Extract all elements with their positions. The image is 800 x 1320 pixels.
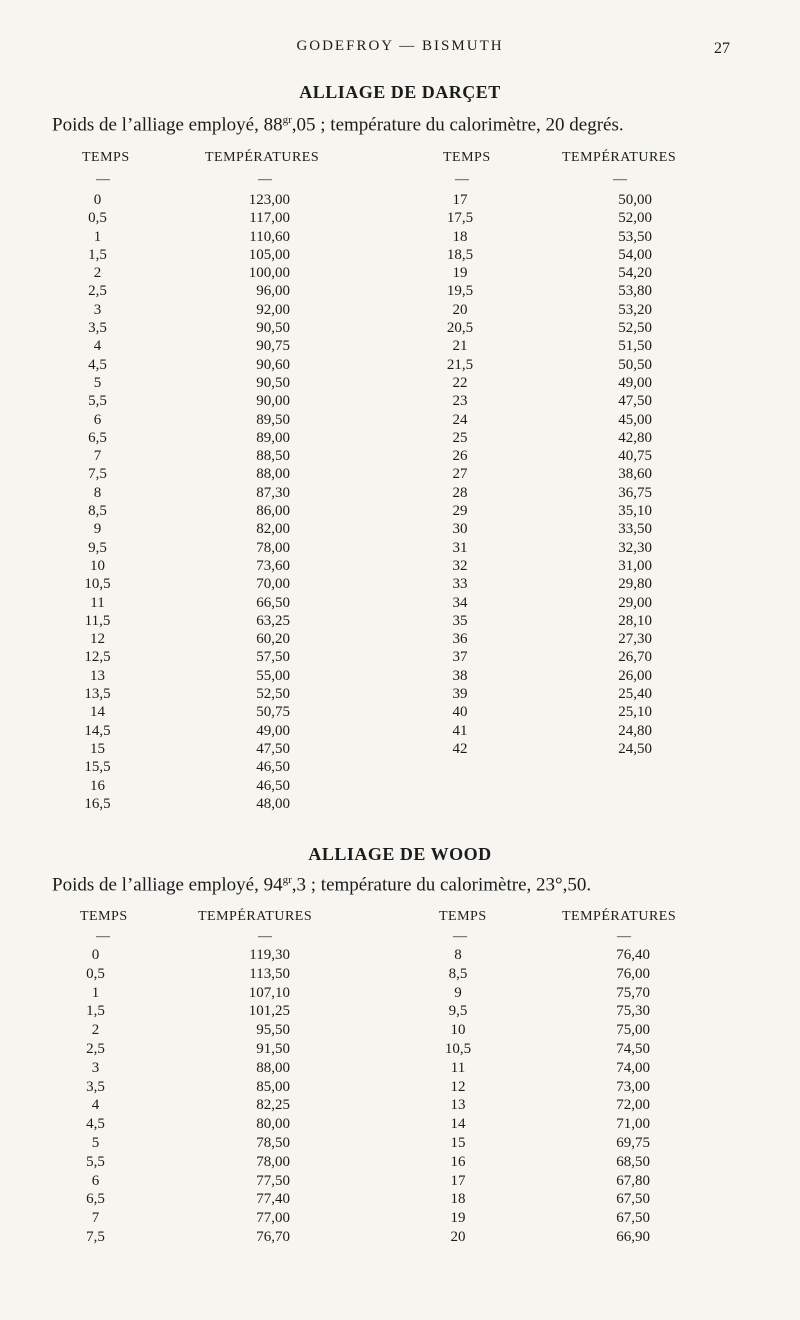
wood-table-row xyxy=(0,985,800,1004)
temperature-cell: 36,75 xyxy=(618,484,652,501)
temperature-cell: 117,00 xyxy=(249,210,290,227)
time-cell: 14 xyxy=(90,704,105,721)
darcet-header-temp-2: TEMPÉRATURES xyxy=(562,150,677,165)
temperature-cell: 53,50 xyxy=(618,228,652,245)
darcet-table-row xyxy=(0,521,800,539)
time-cell: 1,5 xyxy=(88,246,107,263)
darcet-title: ALLIAGE DE DARÇET xyxy=(299,82,501,102)
time-cell: 32 xyxy=(452,557,468,574)
temperature-cell: 107,10 xyxy=(248,984,290,1001)
time-cell: 6,5 xyxy=(86,1191,105,1208)
temperature-cell: 77,40 xyxy=(256,1191,290,1208)
temperature-cell: 76,40 xyxy=(616,947,650,963)
darcet-table-row xyxy=(0,448,800,466)
time-cell: 0 xyxy=(91,947,100,963)
wood-table-row xyxy=(0,1210,800,1229)
darcet-table-row xyxy=(0,704,800,722)
temperature-cell: 90,60 xyxy=(256,356,290,373)
temperature-cell: 74,00 xyxy=(616,1059,650,1076)
temperature-cell: 90,50 xyxy=(256,320,290,337)
darcet-table-row xyxy=(0,503,800,521)
temperature-cell: 52,50 xyxy=(256,686,290,703)
time-cell: 24 xyxy=(452,411,468,428)
temperature-cell: 50,00 xyxy=(618,192,652,208)
darcet-table-row xyxy=(0,430,800,448)
temperature-cell: 48,00 xyxy=(256,795,290,812)
wood-table-row xyxy=(0,1079,800,1098)
temperature-cell: 46,50 xyxy=(256,759,290,776)
time-cell: 13,5 xyxy=(84,686,111,703)
wood-table-row xyxy=(0,947,800,966)
darcet-table-row xyxy=(0,412,800,430)
time-cell: 19 xyxy=(450,1210,466,1227)
temperature-cell: 82,00 xyxy=(256,521,290,538)
time-cell: 5,5 xyxy=(88,393,107,410)
darcet-table-row xyxy=(0,540,800,558)
temperature-cell: 69,75 xyxy=(616,1134,650,1151)
temperature-cell: 75,70 xyxy=(616,984,650,1001)
temperature-cell: 77,50 xyxy=(256,1172,290,1189)
time-cell: 4,5 xyxy=(86,1116,105,1133)
temperature-cell: 51,50 xyxy=(618,338,652,355)
time-cell: 2 xyxy=(93,265,102,282)
temperature-cell: 80,00 xyxy=(256,1116,290,1133)
time-cell: 18,5 xyxy=(446,246,474,263)
darcet-table-row xyxy=(0,723,800,741)
time-cell: 0,5 xyxy=(86,965,105,982)
temperature-cell: 82,25 xyxy=(256,1097,290,1114)
temperature-cell: 90,75 xyxy=(256,338,290,355)
temperature-cell: 78,50 xyxy=(256,1134,290,1151)
time-cell: 1 xyxy=(91,984,100,1001)
temperature-cell: 75,30 xyxy=(616,1003,650,1020)
temperature-cell: 24,50 xyxy=(618,740,652,757)
temperature-cell: 67,80 xyxy=(616,1172,650,1189)
temperature-cell: 31,00 xyxy=(618,557,652,574)
temperature-cell: 100,00 xyxy=(248,265,290,282)
wood-table-row xyxy=(0,1041,800,1060)
time-cell: 18 xyxy=(452,228,468,245)
temperature-cell: 49,00 xyxy=(256,722,290,739)
temperature-cell: 47,50 xyxy=(256,740,290,757)
wood-table-row xyxy=(0,1022,800,1041)
wood-table-row xyxy=(0,1229,800,1248)
wood-table-row xyxy=(0,1097,800,1116)
temperature-cell: 53,80 xyxy=(618,283,652,300)
temperature-cell: 90,00 xyxy=(256,393,290,410)
time-cell: 7 xyxy=(91,1210,100,1227)
temperature-cell: 71,00 xyxy=(616,1116,650,1133)
time-cell: 9,5 xyxy=(88,539,107,556)
darcet-table-row xyxy=(0,631,800,649)
darcet-table-row xyxy=(0,576,800,594)
time-cell: 14,5 xyxy=(84,722,111,739)
temperature-cell: 40,75 xyxy=(618,448,652,465)
temperature-cell: 26,00 xyxy=(618,667,652,684)
temperature-cell: 89,50 xyxy=(256,411,290,428)
time-cell: 37 xyxy=(452,649,468,666)
wood-table-row xyxy=(0,1003,800,1022)
time-cell: 15 xyxy=(450,1134,466,1151)
wood-dash-2: — xyxy=(258,929,272,944)
wood-table-row xyxy=(0,1173,800,1192)
time-cell: 30 xyxy=(452,521,468,538)
temperature-cell: 67,50 xyxy=(616,1191,650,1208)
time-cell: 16 xyxy=(450,1153,466,1170)
wood-weight-sup: gr xyxy=(282,874,292,886)
temperature-cell: 25,40 xyxy=(618,686,652,703)
temperature-cell: 88,50 xyxy=(256,448,290,465)
time-cell: 10 xyxy=(90,557,105,574)
time-cell: 7,5 xyxy=(86,1228,105,1245)
page-number: 27 xyxy=(714,40,730,57)
wood-weight-prefix: Poids de l’alliage employé, 94 xyxy=(52,874,283,896)
temperature-cell: 113,50 xyxy=(249,965,290,982)
temperature-cell: 47,50 xyxy=(618,393,652,410)
time-cell: 12,5 xyxy=(84,649,111,666)
time-cell: 5 xyxy=(91,1134,100,1151)
time-cell: 27 xyxy=(452,466,468,483)
time-cell: 2,5 xyxy=(86,1040,105,1057)
temperature-cell: 78,00 xyxy=(256,539,290,556)
darcet-table-row xyxy=(0,229,800,247)
time-cell: 19 xyxy=(452,265,468,282)
darcet-table-row xyxy=(0,686,800,704)
temperature-cell: 50,75 xyxy=(256,704,290,721)
darcet-table-row xyxy=(0,649,800,667)
time-cell: 29 xyxy=(452,503,468,520)
time-cell: 9,5 xyxy=(448,1003,468,1020)
time-cell: 16,5 xyxy=(84,795,111,812)
wood-dash-4: — xyxy=(617,929,631,944)
time-cell: 28 xyxy=(452,484,468,501)
wood-weight-line xyxy=(52,874,591,896)
time-cell: 3 xyxy=(93,301,102,318)
temperature-cell: 42,80 xyxy=(618,429,652,446)
temperature-cell: 70,00 xyxy=(256,576,290,593)
time-cell: 8 xyxy=(454,947,462,963)
time-cell: 6 xyxy=(93,411,102,428)
time-cell: 9 xyxy=(93,521,102,538)
time-cell: 7,5 xyxy=(88,466,107,483)
temperature-cell: 63,25 xyxy=(256,612,290,629)
temperature-cell: 96,00 xyxy=(256,283,290,300)
time-cell: 26 xyxy=(452,448,468,465)
darcet-table-row xyxy=(0,778,800,796)
darcet-table-row xyxy=(0,375,800,393)
time-cell: 13 xyxy=(450,1097,466,1114)
time-cell: 11 xyxy=(450,1059,466,1076)
darcet-table-row xyxy=(0,485,800,503)
darcet-table-row xyxy=(0,796,800,814)
time-cell: 7 xyxy=(93,448,102,465)
darcet-weight-sup: gr xyxy=(282,114,292,126)
time-cell: 1,5 xyxy=(86,1003,105,1020)
temperature-cell: 75,00 xyxy=(616,1022,650,1039)
time-cell: 1 xyxy=(93,228,102,245)
wood-dash-1: — xyxy=(96,929,110,944)
time-cell: 10,5 xyxy=(84,576,111,593)
darcet-table-row xyxy=(0,247,800,265)
wood-header-temp-1: TEMPÉRATURES xyxy=(198,909,313,924)
temperature-cell: 86,00 xyxy=(256,503,290,520)
time-cell: 23 xyxy=(452,393,468,410)
darcet-table-row xyxy=(0,283,800,301)
time-cell: 39 xyxy=(452,686,468,703)
darcet-table-row xyxy=(0,302,800,320)
time-cell: 38 xyxy=(452,667,468,684)
darcet-table-row xyxy=(0,741,800,759)
darcet-weight-suffix: ,05 ; température du calorimètre, 20 degrés. xyxy=(291,114,624,136)
temperature-cell: 66,50 xyxy=(256,594,290,611)
darcet-table-row xyxy=(0,192,800,210)
time-cell: 8 xyxy=(93,484,102,501)
time-cell: 5 xyxy=(93,374,102,391)
time-cell: 4,5 xyxy=(88,356,107,373)
time-cell: 17 xyxy=(450,1172,466,1189)
temperature-cell: 101,25 xyxy=(248,1003,290,1020)
time-cell: 17 xyxy=(452,192,468,208)
darcet-table-row xyxy=(0,558,800,576)
temperature-cell: 57,50 xyxy=(256,649,290,666)
temperature-cell: 45,00 xyxy=(618,411,652,428)
darcet-table-row xyxy=(0,320,800,338)
time-cell: 18 xyxy=(450,1191,466,1208)
temperature-cell: 73,00 xyxy=(616,1078,650,1095)
wood-header-time-1: TEMPS xyxy=(80,909,128,924)
temperature-cell: 74,50 xyxy=(616,1040,650,1057)
temperature-cell: 67,50 xyxy=(616,1210,650,1227)
time-cell: 6 xyxy=(91,1172,100,1189)
time-cell: 2,5 xyxy=(88,283,107,300)
time-cell: 34 xyxy=(452,594,468,611)
temperature-cell: 88,00 xyxy=(256,1059,290,1076)
darcet-table-row xyxy=(0,265,800,283)
temperature-cell: 73,60 xyxy=(256,557,290,574)
temperature-cell: 50,50 xyxy=(618,356,652,373)
darcet-table-row xyxy=(0,466,800,484)
temperature-cell: 92,00 xyxy=(256,301,290,318)
wood-table-row xyxy=(0,1116,800,1135)
temperature-cell: 46,50 xyxy=(256,777,290,794)
running-title: GODEFROY — BISMUTH xyxy=(296,38,504,54)
darcet-dash-4: — xyxy=(613,172,627,187)
temperature-cell: 110,60 xyxy=(249,228,290,245)
temperature-cell: 88,00 xyxy=(256,466,290,483)
time-cell: 4 xyxy=(91,1097,100,1114)
time-cell: 4 xyxy=(93,338,102,355)
temperature-cell: 68,50 xyxy=(616,1153,650,1170)
temperature-cell: 55,00 xyxy=(256,667,290,684)
temperature-cell: 33,50 xyxy=(618,521,652,538)
temperature-cell: 105,00 xyxy=(248,246,290,263)
time-cell: 3 xyxy=(91,1059,100,1076)
temperature-cell: 60,20 xyxy=(256,631,290,648)
wood-table-row xyxy=(0,1060,800,1079)
time-cell: 25 xyxy=(452,429,468,446)
temperature-cell: 52,50 xyxy=(618,320,652,337)
time-cell: 0,5 xyxy=(88,210,107,227)
time-cell: 19,5 xyxy=(446,283,474,300)
darcet-weight-line xyxy=(52,114,624,136)
wood-table-row xyxy=(0,1191,800,1210)
temperature-cell: 27,30 xyxy=(618,631,652,648)
temperature-cell: 90,50 xyxy=(256,374,290,391)
darcet-header-time-2: TEMPS xyxy=(443,150,491,165)
darcet-dash-1: — xyxy=(96,172,110,187)
time-cell: 9 xyxy=(454,984,462,1001)
temperature-cell: 85,00 xyxy=(256,1078,290,1095)
time-cell: 3,5 xyxy=(86,1078,105,1095)
darcet-table-row xyxy=(0,759,800,777)
temperature-cell: 25,10 xyxy=(618,704,652,721)
time-cell: 21,5 xyxy=(446,356,474,373)
time-cell: 11 xyxy=(90,594,105,611)
wood-table-row xyxy=(0,1135,800,1154)
time-cell: 8,5 xyxy=(448,965,468,982)
time-cell: 8,5 xyxy=(88,503,107,520)
temperature-cell: 29,00 xyxy=(618,594,652,611)
darcet-dash-row xyxy=(0,172,800,190)
darcet-header-temp-1: TEMPÉRATURES xyxy=(205,150,320,165)
time-cell: 35 xyxy=(452,612,468,629)
wood-header-temp-2: TEMPÉRATURES xyxy=(562,909,677,924)
temperature-cell: 26,70 xyxy=(618,649,652,666)
time-cell: 12 xyxy=(90,631,105,648)
darcet-table-row xyxy=(0,393,800,411)
time-cell: 14 xyxy=(450,1116,466,1133)
time-cell: 40 xyxy=(452,704,468,721)
temperature-cell: 89,00 xyxy=(256,429,290,446)
darcet-table-row xyxy=(0,595,800,613)
time-cell: 3,5 xyxy=(88,320,107,337)
wood-table-row xyxy=(0,966,800,985)
time-cell: 22 xyxy=(452,374,468,391)
wood-title: ALLIAGE DE WOOD xyxy=(308,844,492,864)
temperature-cell: 53,20 xyxy=(618,301,652,318)
time-cell: 42 xyxy=(452,740,468,757)
temperature-cell: 24,80 xyxy=(618,722,652,739)
darcet-table-row xyxy=(0,613,800,631)
temperature-cell: 87,30 xyxy=(256,484,290,501)
temperature-cell: 29,80 xyxy=(618,576,652,593)
temperature-cell: 32,30 xyxy=(618,539,652,556)
time-cell: 6,5 xyxy=(88,429,107,446)
time-cell: 15,5 xyxy=(84,759,111,776)
temperature-cell: 66,90 xyxy=(616,1228,650,1245)
darcet-table-row xyxy=(0,338,800,356)
darcet-header-time-1: TEMPS xyxy=(82,150,130,165)
wood-dash-3: — xyxy=(453,929,467,944)
time-cell: 15 xyxy=(90,740,105,757)
time-cell: 20 xyxy=(450,1228,466,1245)
temperature-cell: 76,00 xyxy=(616,965,650,982)
darcet-table-row xyxy=(0,210,800,228)
time-cell: 33 xyxy=(452,576,468,593)
time-cell: 5,5 xyxy=(86,1153,105,1170)
darcet-weight-prefix: Poids de l’alliage employé, 88 xyxy=(52,114,283,136)
darcet-table-row xyxy=(0,668,800,686)
darcet-table xyxy=(0,192,800,814)
time-cell: 36 xyxy=(452,631,468,648)
temperature-cell: 35,10 xyxy=(618,503,652,520)
time-cell: 41 xyxy=(452,722,468,739)
temperature-cell: 28,10 xyxy=(618,612,652,629)
wood-header-time-2: TEMPS xyxy=(439,909,487,924)
time-cell: 31 xyxy=(452,539,468,556)
time-cell: 11,5 xyxy=(84,612,111,629)
temperature-cell: 77,00 xyxy=(256,1210,290,1227)
time-cell: 10 xyxy=(450,1022,466,1039)
wood-table xyxy=(0,947,800,1248)
temperature-cell: 72,00 xyxy=(616,1097,650,1114)
time-cell: 12 xyxy=(450,1078,466,1095)
time-cell: 0 xyxy=(93,192,102,208)
temperature-cell: 78,00 xyxy=(256,1153,290,1170)
wood-dash-row xyxy=(0,929,800,947)
temperature-cell: 119,30 xyxy=(249,947,290,963)
temperature-cell: 54,20 xyxy=(618,265,652,282)
temperature-cell: 54,00 xyxy=(618,246,652,263)
temperature-cell: 95,50 xyxy=(256,1022,290,1039)
temperature-cell: 91,50 xyxy=(256,1040,290,1057)
wood-weight-suffix: ,3 ; température du calorimètre, 23°,50. xyxy=(291,874,592,896)
time-cell: 20,5 xyxy=(446,320,474,337)
time-cell: 20 xyxy=(452,301,468,318)
temperature-cell: 38,60 xyxy=(618,466,652,483)
darcet-dash-3: — xyxy=(455,172,469,187)
temperature-cell: 49,00 xyxy=(618,374,652,391)
darcet-dash-2: — xyxy=(258,172,272,187)
darcet-table-row xyxy=(0,357,800,375)
temperature-cell: 123,00 xyxy=(248,192,290,208)
wood-table-row xyxy=(0,1154,800,1173)
temperature-cell: 52,00 xyxy=(618,210,652,227)
temperature-cell: 76,70 xyxy=(256,1228,290,1245)
time-cell: 13 xyxy=(90,667,105,684)
time-cell: 2 xyxy=(91,1022,100,1039)
time-cell: 21 xyxy=(452,338,468,355)
time-cell: 17,5 xyxy=(446,210,474,227)
time-cell: 16 xyxy=(90,777,105,794)
time-cell: 10,5 xyxy=(444,1040,472,1057)
